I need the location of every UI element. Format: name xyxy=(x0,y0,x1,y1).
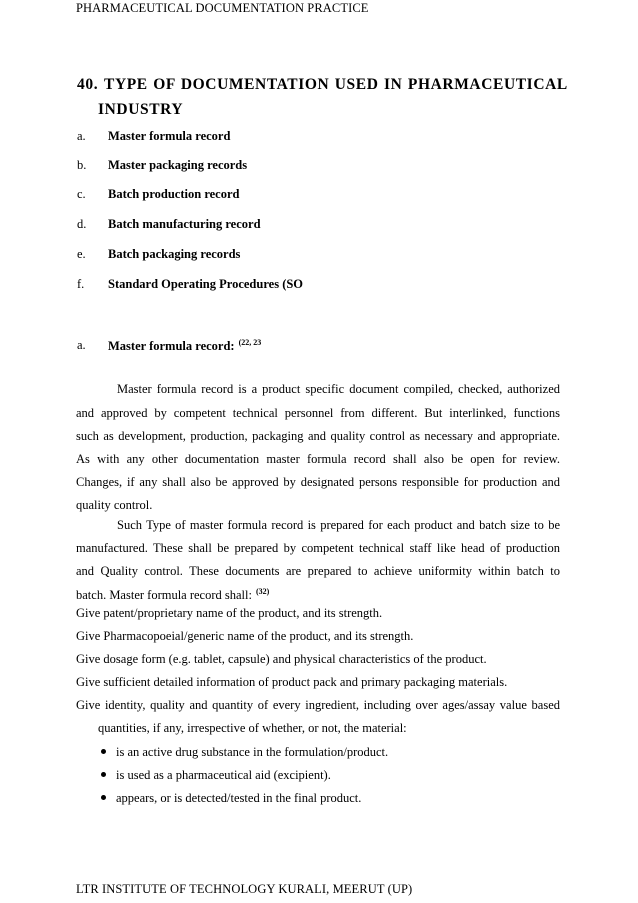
bullet-icon xyxy=(101,749,106,754)
list-item-letter: d. xyxy=(77,217,87,231)
paragraph-line: As with any other documentation master formula record shall also be open for review. xyxy=(76,452,560,466)
list-item-letter: f. xyxy=(77,277,85,291)
list-item-letter: b. xyxy=(77,158,87,172)
page-header: PHARMACEUTICAL DOCUMENTATION PRACTICE xyxy=(76,1,369,15)
list-item: Standard Operating Procedures (SO xyxy=(108,277,304,291)
paragraph-line: Changes, if any shall also be approved by designated persons responsible for production and xyxy=(76,475,560,489)
bullet-item: is used as a pharmaceutical aid (excipient). xyxy=(101,768,331,783)
paragraph-line: quality control. xyxy=(76,498,153,512)
requirement-line: Give patent/proprietary name of the product, and its strength. xyxy=(76,606,383,620)
list-item: Batch packaging records xyxy=(108,247,241,261)
subsection-letter: a. xyxy=(77,338,86,352)
page-footer: LTR INSTITUTE OF TECHNOLOGY KURALI, MEERUT (UP) xyxy=(76,882,413,896)
paragraph-line: Master formula record is a product specific document compiled, checked, authorized xyxy=(117,382,560,396)
list-item-letter: a. xyxy=(77,129,86,143)
reference-superscript: (32) xyxy=(255,587,270,596)
requirement-line: Give Pharmacopoeial/generic name of the product, and its strength. xyxy=(76,629,414,643)
list-item: Master formula record xyxy=(108,129,231,143)
paragraph-line: manufactured. These shall be prepared by competent technical staff like head of production xyxy=(76,541,560,555)
section-title-continued: INDUSTRY xyxy=(98,101,184,118)
paragraph-line: batch. Master formula record shall: $^{(32)}$ xyxy=(76,587,270,602)
bullet-icon xyxy=(101,772,106,777)
list-item-letter: c. xyxy=(77,187,86,201)
paragraph-line: Such Type of master formula record is prepared for each product and batch size to be xyxy=(117,518,560,532)
requirement-line: Give identity, quality and quantity of every ingredient, including over ages/assay value based xyxy=(76,698,560,712)
reference-superscript: (22, 23 xyxy=(238,338,262,347)
list-item: Master packaging records xyxy=(108,158,248,172)
list-item-letter: e. xyxy=(77,247,86,261)
requirement-line: Give sufficient detailed information of product pack and primary packaging materials. xyxy=(76,675,508,689)
paragraph-line: and approved by competent technical personnel from different. But interlinked, functions xyxy=(76,406,560,420)
bullet-item: appears, or is detected/tested in the final product. xyxy=(101,791,361,806)
paragraph-line: such as development, production, packaging and quality control as necessary and appropriate. xyxy=(76,429,560,443)
bullet-item: is an active drug substance in the formulation/product. xyxy=(101,745,388,760)
section-number: 40. xyxy=(77,76,99,93)
subsection-title: Master formula record: $^{(22, 23}$ xyxy=(108,338,262,353)
requirement-continuation: quantities, if any, irrespective of whether, or not, the material: xyxy=(98,721,407,735)
section-title: TYPE OF DOCUMENTATION USED IN PHARMACEUTICAL xyxy=(104,76,568,93)
list-item: Batch production record xyxy=(108,187,240,201)
paragraph-line: and Quality control. These documents are prepared to achieve uniformity within batch to xyxy=(76,564,560,578)
list-item: Batch manufacturing record xyxy=(108,217,261,231)
requirement-line: Give dosage form (e.g. tablet, capsule) and physical characteristics of the product. xyxy=(76,652,487,666)
bullet-icon xyxy=(101,795,106,800)
